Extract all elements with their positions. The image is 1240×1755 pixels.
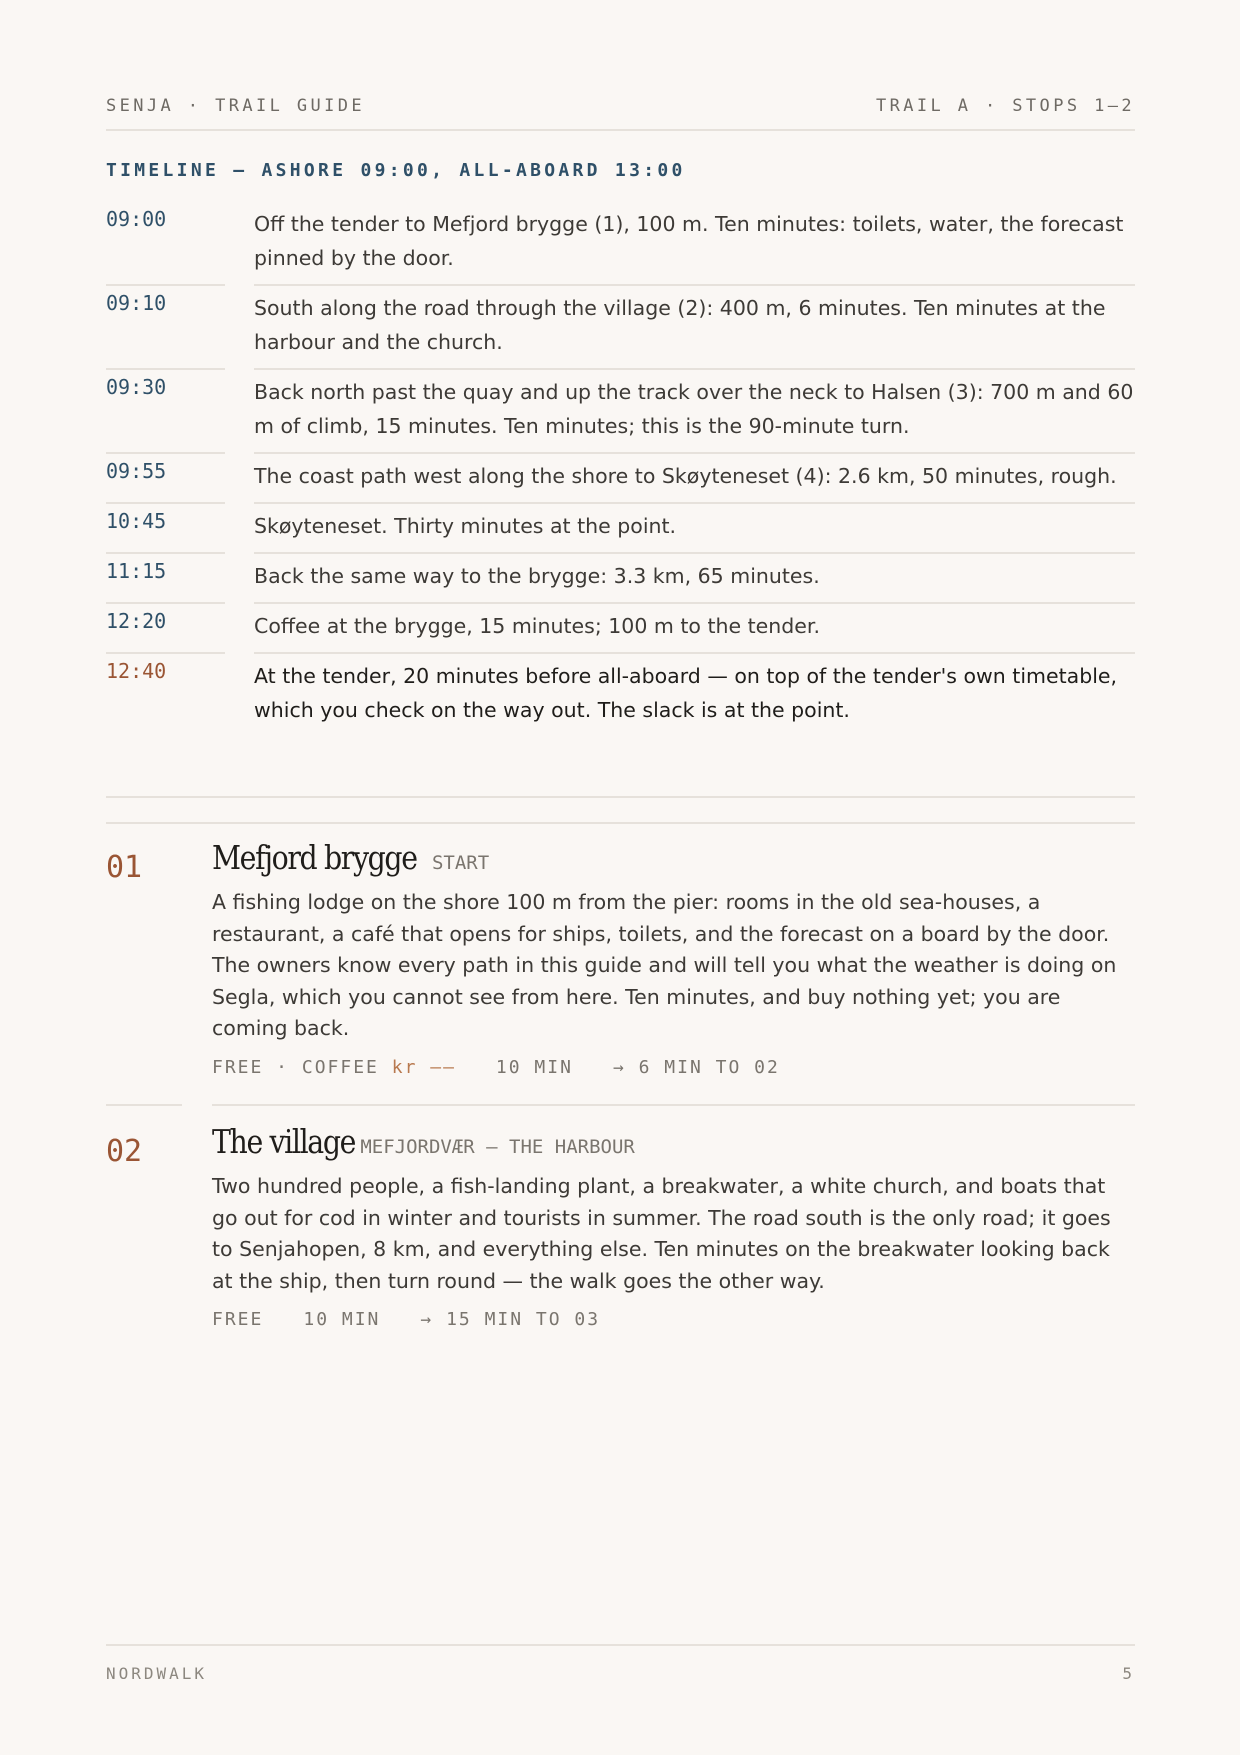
stop-description: A fishing lodge on the shore 100 m from the pier: rooms in the old sea-houses, a restaurant, a café that opens for ships, toilets, and the forecast on a board by the door. The owners know every path in this guide and will tell you what the weather is doing on Segla, which you cannot see from here. Ten minutes, and buy nothing yet; you are coming back. [212, 890, 1117, 1040]
timeline-title: TIMELINE — ASHORE 09:00, ALL-ABOARD 13:00 [106, 160, 686, 181]
timeline-text: Back north past the quay and up the track over the neck to Halsen (3): 700 m and 60 m of climb, 15 minutes. Ten minutes; this is the 90-minute turn. [254, 380, 1134, 438]
stop-next: → 6 MIN TO 02 [612, 1056, 780, 1078]
stop-duration: 10 MIN [303, 1309, 381, 1330]
stop-entry [106, 838, 1135, 1078]
section-rule [106, 796, 1135, 798]
stop-body [212, 838, 1135, 1078]
stop-subtitle: START [431, 852, 490, 874]
timeline-text: South along the road through the village (2): 400 m, 6 minutes. Ten minutes at the harbour and the church. [254, 296, 1106, 354]
stop-price: FREE [212, 1309, 264, 1330]
page-number: 5 [1122, 1664, 1135, 1683]
stop-price-value: kr —— [391, 1056, 456, 1078]
stop-title: The village [212, 1122, 356, 1161]
page [106, 0, 1135, 1755]
timeline [106, 200, 1135, 736]
footer [106, 1664, 1135, 1683]
timeline-time: 09:10 [106, 291, 167, 315]
stop-heading [212, 838, 1135, 877]
timeline-time: 12:20 [106, 609, 167, 633]
stop-next: → 15 MIN TO 03 [420, 1309, 601, 1330]
running-head-right: TRAIL A · STOPS 1–2 [875, 96, 1135, 116]
stop-description: Two hundred people, a fish-landing plant, a breakwater, a white church, and boats that go out for cod in winter and tourists in summer. The road south is the only road; it goes to Senjahopen, 8 km, and everything else. Ten minutes on the breakwater looking back at the ship, then turn round — the walk goes the other way. [212, 1174, 1111, 1293]
timeline-row [106, 368, 1135, 452]
section-rule [106, 822, 1135, 824]
stop-meta [212, 1057, 1135, 1078]
timeline-text: Off the tender to Mefjord brygge (1), 100 m. Ten minutes: toilets, water, the forecast pinned by the door. [254, 212, 1124, 270]
stop-number: 02 [106, 1134, 143, 1169]
stop-entry [106, 1122, 1135, 1330]
stop-body [212, 1122, 1135, 1330]
running-head [106, 96, 1135, 116]
stop-heading [212, 1122, 1135, 1161]
timeline-row [106, 502, 1135, 552]
timeline-text: At the tender, 20 minutes before all-aboard — on top of the tender's own timetable, which you check on the way out. The slack is at the point. [254, 664, 1118, 722]
footer-rule [106, 1644, 1135, 1646]
running-head-left: SENJA · TRAIL GUIDE [106, 96, 366, 116]
stop-price-label: FREE · COFFEE [212, 1056, 379, 1078]
timeline-time: 12:40 [106, 659, 167, 683]
stop-number: 01 [106, 850, 143, 885]
stop-subtitle: MEFJORDVÆR — THE HARBOUR [360, 1136, 635, 1158]
timeline-time: 11:15 [106, 559, 167, 583]
timeline-row [106, 552, 1135, 602]
timeline-text: Coffee at the brygge, 15 minutes; 100 m to the tender. [254, 614, 820, 638]
timeline-row [106, 602, 1135, 652]
timeline-time: 09:00 [106, 207, 167, 231]
footer-publisher: NORDWALK [106, 1664, 208, 1683]
timeline-row-final [106, 652, 1135, 736]
timeline-text: Skøyteneset. Thirty minutes at the point. [254, 514, 677, 538]
timeline-row [106, 200, 1135, 284]
stop-price [212, 1057, 456, 1078]
timeline-text: Back the same way to the brygge: 3.3 km, 65 minutes. [254, 564, 820, 588]
timeline-text: The coast path west along the shore to Skøyteneset (4): 2.6 km, 50 minutes, rough. [254, 464, 1117, 488]
header-rule [106, 129, 1135, 131]
timeline-time: 09:30 [106, 375, 167, 399]
timeline-time: 09:55 [106, 459, 167, 483]
stop-meta [212, 1309, 1135, 1330]
timeline-row [106, 284, 1135, 368]
timeline-time: 10:45 [106, 509, 167, 533]
timeline-row [106, 452, 1135, 502]
stop-title: Mefjord brygge [212, 838, 417, 877]
stop-duration: 10 MIN [495, 1056, 573, 1078]
